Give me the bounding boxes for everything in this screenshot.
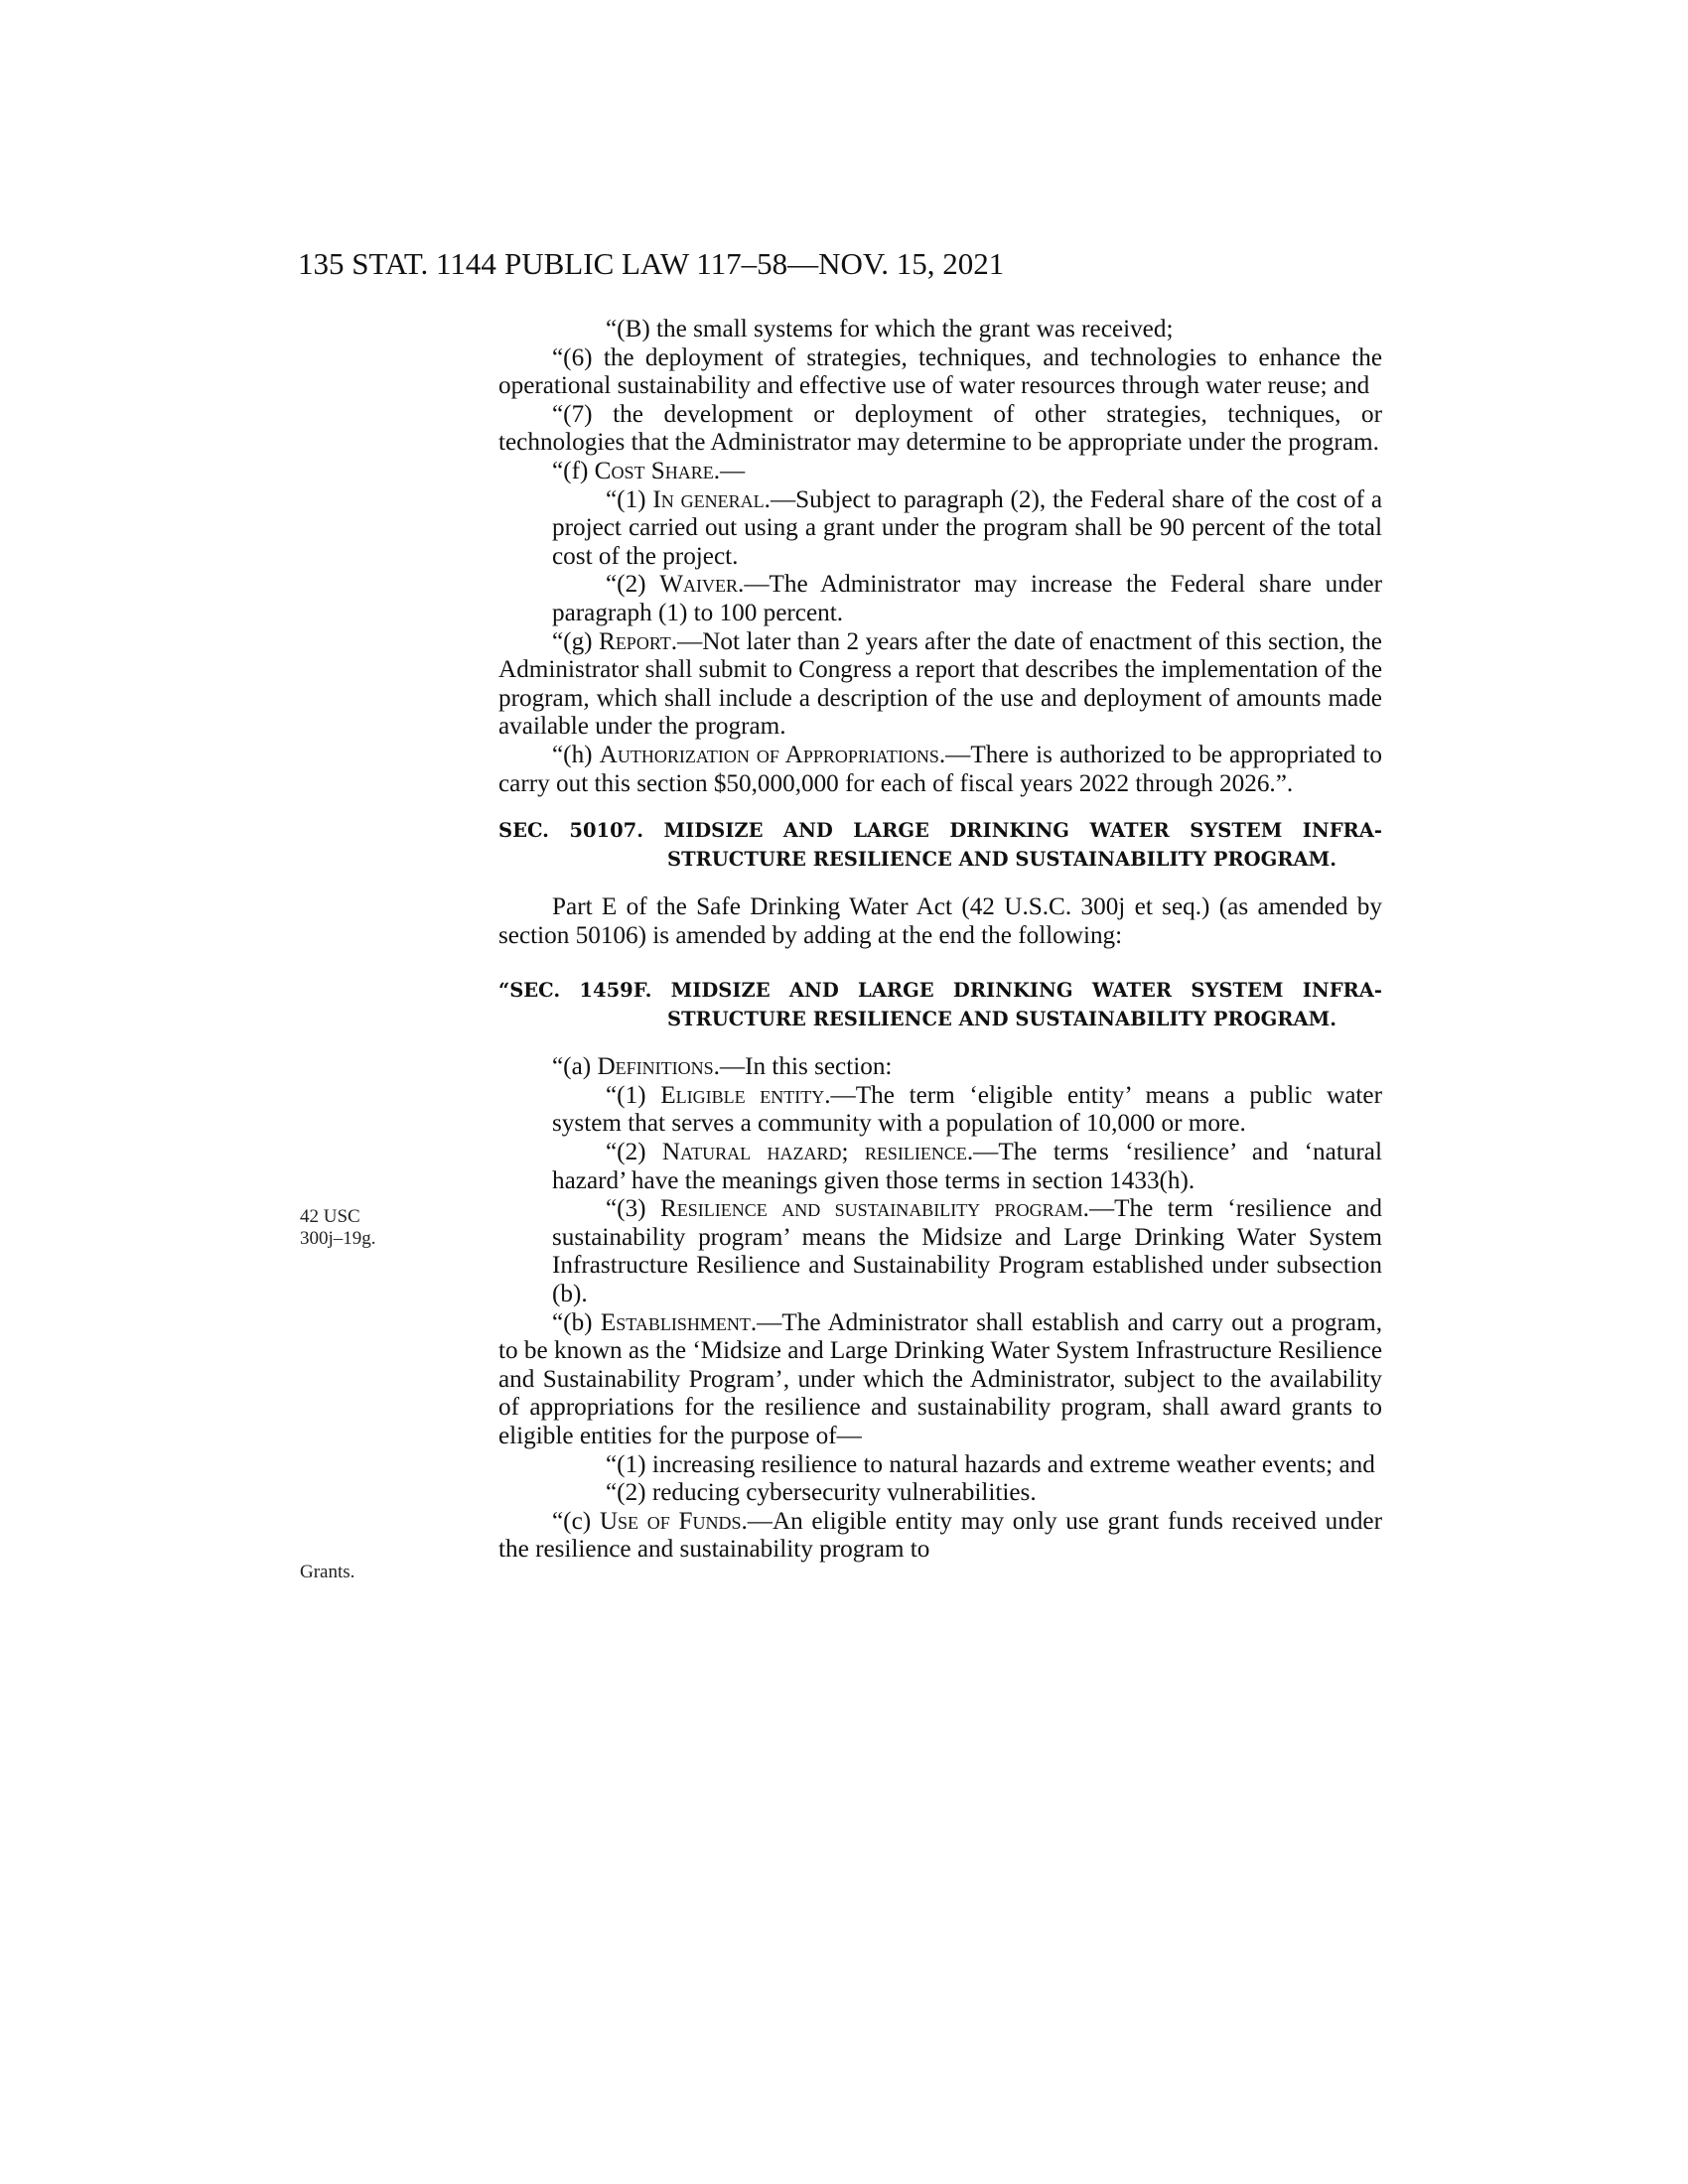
- subsection-heading: Report.: [599, 627, 678, 655]
- paragraph-b2-cybersecurity: “(2) reducing cybersecurity vulnerabilities.: [606, 1479, 1037, 1507]
- paragraph-6-water-reuse: “(6) the deployment of strategies, techniques, and technologies to enhance the operational sustainability and effective use of water resources through water reuse; and: [498, 343, 1382, 400]
- subsection-heading: Use of Funds.: [599, 1507, 748, 1535]
- grants-note-text: Grants.: [300, 1562, 355, 1582]
- paragraph-b-small-systems: “(B) the small systems for which the grant was received;: [606, 316, 1174, 342]
- grants-margin-note: [300, 1562, 449, 1583]
- page-header: [0, 246, 1688, 286]
- section-50107-heading: SEC. 50107. MIDSIZE AND LARGE DRINKING WATER SYSTEM INFRASTRUCTURE RESILIENCE AND SUSTAINABILITY PROGRAM.: [498, 819, 1382, 872]
- paragraph-b1-resilience: “(1) increasing resilience to natural hazards and extreme weather events; and: [606, 1450, 1375, 1478]
- definition-2-natural-hazard: “(2) Natural hazard; resilience.—The terms ‘resilience’ and ‘natural hazard’ have the meanings given those terms in section 1433(h).: [552, 1139, 1382, 1194]
- definition-heading: Eligible entity.: [660, 1081, 831, 1109]
- definition-3-resilience-program: “(3) Resilience and sustainability program.—The term ‘resilience and sustainability program’ means the Midsize and Large Drinking Water System Infrastructure Resilience and Sustainability Program established under subsection (b).: [552, 1195, 1382, 1308]
- page-number: 135 STAT. 1144: [298, 246, 496, 281]
- subsection-f-cost-share: “(f) Cost Share.—: [552, 457, 746, 484]
- usc-citation-line-2: 300j–19g.: [300, 1228, 376, 1249]
- subsection-heading: Definitions.: [597, 1053, 720, 1081]
- running-title: PUBLIC LAW 117–58—NOV. 15, 2021: [504, 246, 1005, 281]
- paragraph-heading: In general.: [652, 485, 771, 513]
- subsection-c-use-of-funds: “(c) Use of Funds.—An eligible entity may only use grant funds received under the resilience and sustainability program to: [498, 1507, 1382, 1564]
- body-text: [498, 316, 1382, 1565]
- definition-1-eligible-entity: “(1) Eligible entity.—The term ‘eligible entity’ means a public water system that serves a community with a population of 10,000 or more.: [552, 1081, 1382, 1138]
- subsection-g-report: “(g) Report.—Not later than 2 years after the date of enactment of this section, the Administrator shall submit to Congress a report that describes the implementation of the program, which shall include a description of the use and deployment of amounts made available under the program.: [498, 627, 1382, 741]
- subsection-a-definitions: “(a) Definitions.—In this section:: [552, 1053, 893, 1081]
- subsection-h-authorization: “(h) Authorization of Appropriations.—There is authorized to be appropriated to carry out this section $50,000,000 for each of fiscal years 2022 through 2026.”.: [498, 741, 1382, 797]
- subsection-heading: Cost Share.: [594, 457, 721, 484]
- subsection-heading: Authorization of Appropriations.: [599, 741, 946, 768]
- paragraph-7-other-strategies: “(7) the development or deployment of other strategies, techniques, or technologies that the Administrator may determine to be appropriate under the program.: [498, 400, 1382, 457]
- definition-heading: Resilience and sustainability program.: [659, 1195, 1089, 1223]
- subsection-b-establishment: “(b) Establishment.—The Administrator shall establish and carry out a program, to be known as the ‘Midsize and Large Drinking Water System Infrastructure Resilience and Sustainability Program’, under which the Administrator, subject to the availability of appropriations for the resilience and sustainability program, shall award grants to eligible entities for the purpose of—: [498, 1308, 1382, 1449]
- section-50107-intro: Part E of the Safe Drinking Water Act (42 U.S.C. 300j et seq.) (as amended by section 50106) is amended by adding at the end the following:: [498, 893, 1382, 949]
- definition-heading: Natural hazard; resilience.: [661, 1139, 974, 1166]
- subsection-heading: Establishment.: [600, 1308, 758, 1336]
- usc-citation-line-1: 42 USC: [300, 1206, 360, 1227]
- paragraph-f2-waiver: “(2) Waiver.—The Administrator may increase the Federal share under paragraph (1) to 100 percent.: [552, 571, 1382, 626]
- usc-citation-margin-note: [300, 1206, 449, 1250]
- paragraph-f1-in-general: “(1) In general.—Subject to paragraph (2), the Federal share of the cost of a project carried out using a grant under the program shall be 90 percent of the total cost of the project.: [552, 485, 1383, 570]
- paragraph-heading: Waiver.: [659, 571, 745, 599]
- section-1459f-heading: “SEC. 1459F. MIDSIZE AND LARGE DRINKING WATER SYSTEM INFRASTRUCTURE RESILIENCE AND SUSTAINABILITY PROGRAM.: [498, 979, 1382, 1031]
